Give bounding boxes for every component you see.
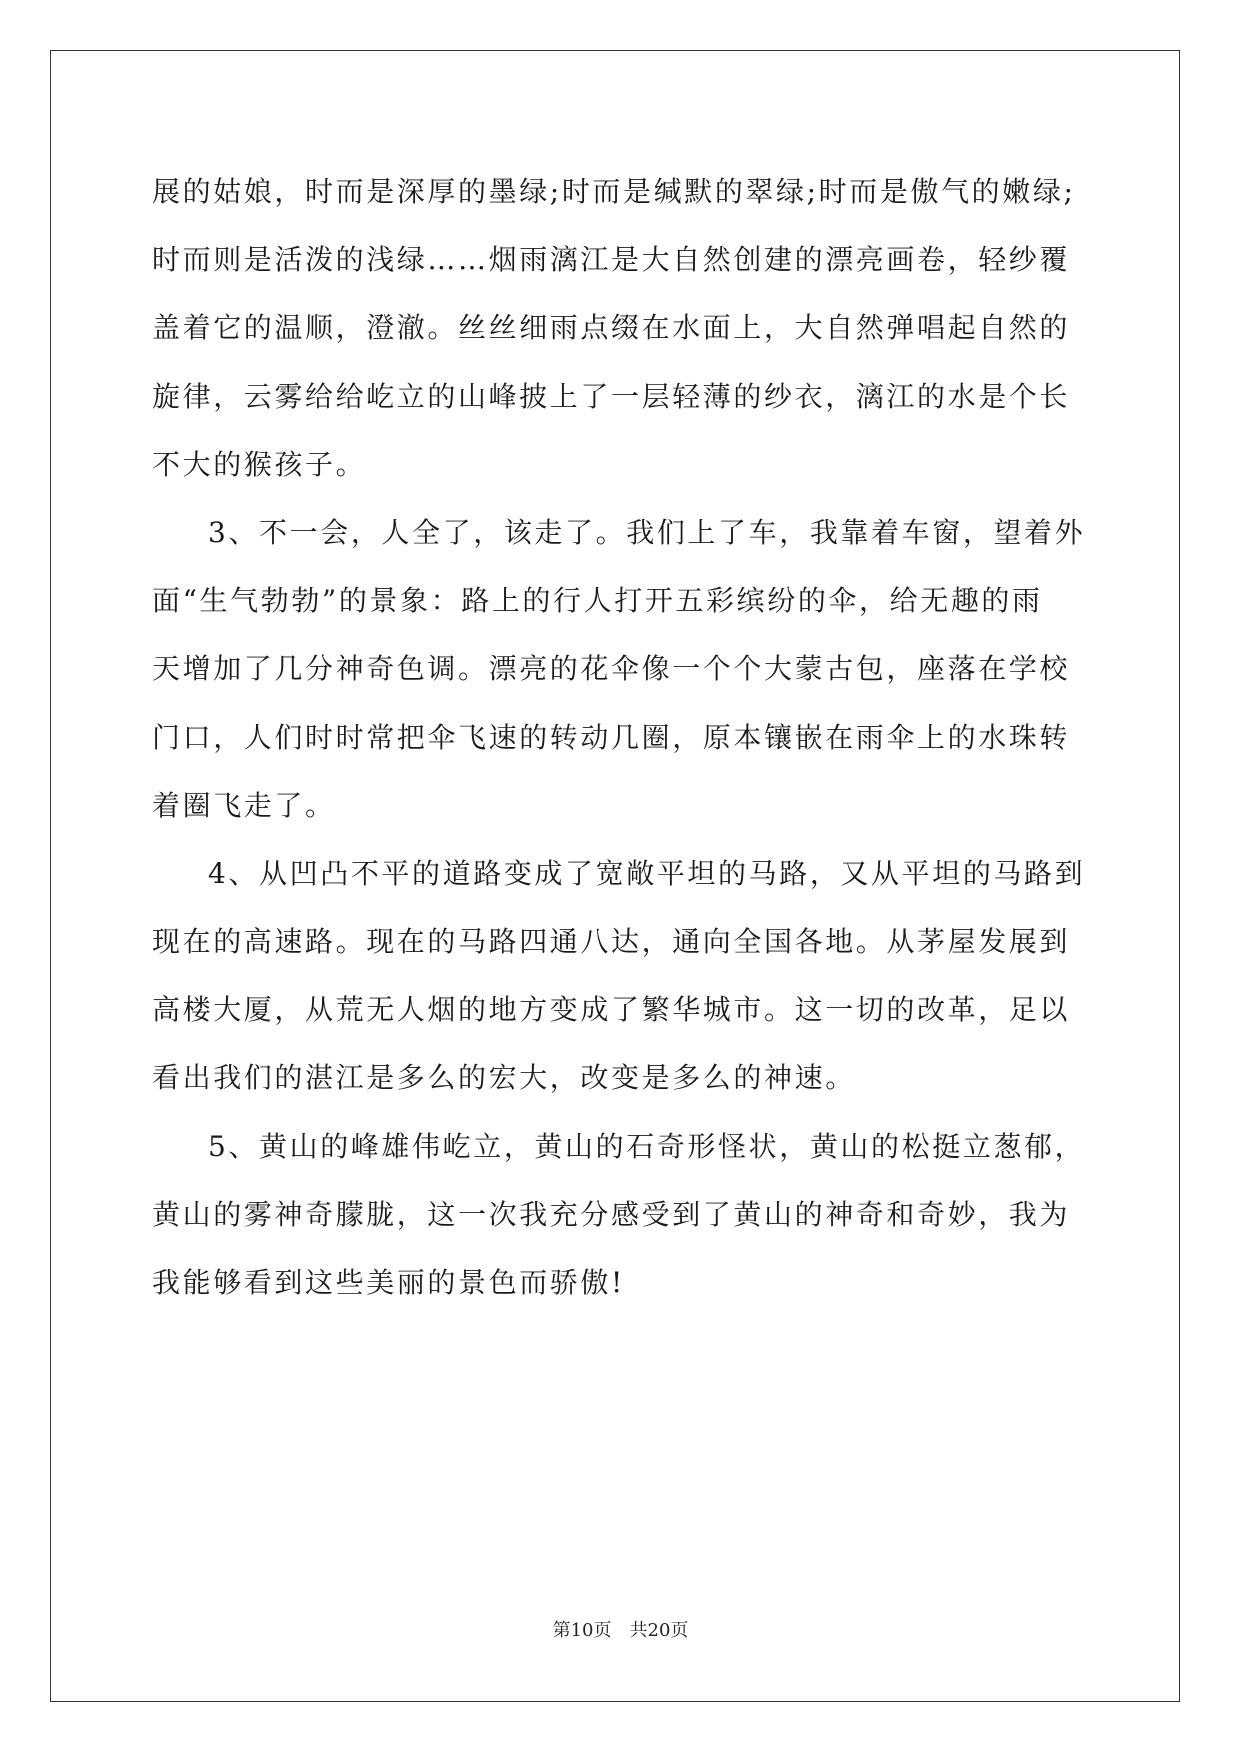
text-line: 盖着它的温顺，澄澈。丝丝细雨点缀在水面上，大自然弹唱起自然的	[152, 311, 1071, 345]
text-line: 3、不一会，人全了，该走了。我们上了车，我靠着车窗，望着外	[208, 515, 1086, 549]
text-line: 5、黄山的峰雄伟屹立，黄山的石奇形怪状，黄山的松挺立葱郁，	[208, 1129, 1086, 1163]
text-line: 黄山的雾神奇朦胧，这一次我充分感受到了黄山的神奇和奇妙，我为	[152, 1197, 1071, 1231]
text-line: 时而则是活泼的浅绿……烟雨漓江是大自然创建的漂亮画卷，轻纱覆	[152, 243, 1071, 277]
text-line: 现在的高速路。现在的马路四通八达，通向全国各地。从茅屋发展到	[152, 925, 1071, 959]
page-number-total: 共20页	[629, 1620, 689, 1641]
text-line: 不大的猴孩子。	[152, 447, 367, 481]
text-line: 天增加了几分神奇色调。漂亮的花伞像一个个大蒙古包，座落在学校	[152, 652, 1071, 686]
text-line: 着圈飞走了。	[152, 788, 336, 822]
text-line: 4、从凹凸不平的道路变成了宽敞平坦的马路，又从平坦的马路到	[208, 856, 1086, 890]
text-line: 旋律，云雾给给屹立的山峰披上了一层轻薄的纱衣，漓江的水是个长	[152, 379, 1071, 413]
text-line: 门口，人们时时常把伞飞速的转动几圈，原本镶嵌在雨伞上的水珠转	[152, 720, 1071, 754]
text-line: 高楼大厦，从荒无人烟的地方变成了繁华城市。这一切的改革，足以	[152, 993, 1071, 1027]
text-line: 面“生气勃勃”的景象：路上的行人打开五彩缤纷的伞，给无趣的雨	[152, 584, 1043, 618]
text-line: 看出我们的湛江是多么的宏大，改变是多么的神速。	[152, 1061, 856, 1095]
page-footer	[0, 1616, 1241, 1642]
text-line: 展的姑娘，时而是深厚的墨绿;时而是缄默的翠绿;时而是傲气的嫩绿;	[152, 175, 1076, 208]
text-line: 我能够看到这些美丽的景色而骄傲!	[152, 1266, 625, 1299]
page-number-current: 第10页	[552, 1620, 612, 1641]
document-body	[152, 158, 1087, 1317]
